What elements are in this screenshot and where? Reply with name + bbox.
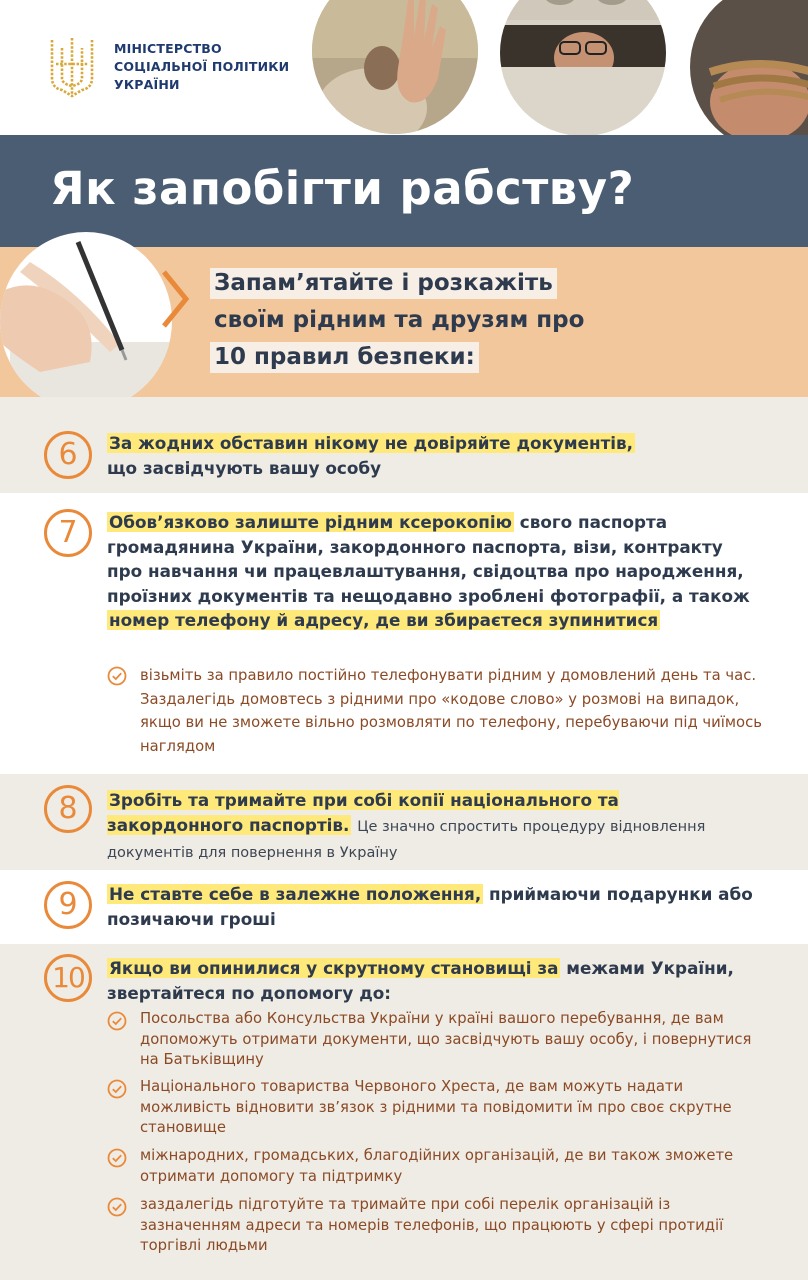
rule-8-text [107,788,757,866]
rule-8-highlight: Зробіть та тримайте при собі копії національного та закордонного паспортів. [107,790,619,835]
rule-6-rest: що засвідчують вашу особу [107,457,382,478]
rule-10-text [107,956,757,1005]
rule-10-bullet-2-text: Національного товариства Червоного Хреста, де вам можуть надати можливість відновити зв’язок з рідними та повідомити їм про своє скрутне становище [140,1078,732,1136]
rule-7-highlight-1: Обов’язково залиште рідним ксерокопію [109,512,512,532]
rule-10-bullet-4-text: заздалегідь підготуйте та тримайте при собі перелік організацій із зазначенням адреси та номерів телефонів, що працюють у сфері протидії торгівлі людьми [140,1196,724,1254]
rule-10-bullet-3-text: міжнародних, громадських, благодійних організацій, де ви також зможете отримати допомогу та підтримку [140,1147,734,1185]
rule-9-rest: приймаючи подарунки або позичаючи гроші [107,884,753,929]
rule-number-8: 8 [44,785,92,833]
photo-tied-hands [690,0,808,135]
rule-6-text [107,431,757,480]
ministry-name [114,40,289,94]
chevron-right-icon [160,268,190,330]
check-circle-icon [107,1011,127,1031]
ministry-line-3: УКРАЇНИ [114,77,180,92]
rule-8-rest: Це значно спростить процедуру відновлення документів для повернення в Україну [107,818,706,861]
rule-number-9: 9 [44,881,92,929]
rule-number-7: 7 [44,509,92,557]
rule-7-bullet-text: візьміть за правило постійно телефонувати рідним у домовлений день та час. Заздалегідь домовтесь з рідними про «кодове слово» у розмові на випадок, якщо ви не зможете вільно розмовляти по телефону, перебуваючи під чиїмось наглядом [140,667,762,755]
rule-number-6: 6 [44,431,92,479]
rule-7-highlight-2: номер телефону й адресу, де ви збираєтеся зупинитися [109,610,659,630]
rule-6-highlight: За жодних обставин нікому не довіряйте документів, [109,433,634,453]
check-circle-icon [107,666,127,686]
rule-9-highlight: Не ставте себе в залежне положення, [109,884,482,904]
check-circle-icon [107,1079,127,1099]
trident-icon [48,34,96,100]
rule-number-10: 10 [44,954,92,1002]
intro-line-2: своїм рідним та друзям про [214,307,585,333]
rule-10-rest: межами України, звертайтеся по допомогу до: [107,958,734,1003]
photo-writing-hand [0,232,172,410]
rule-7-text [107,510,757,633]
photo-stop-hand [312,0,478,134]
photo-woman-behind-boards [500,0,666,135]
intro-line-1: Запам’ятайте і розкажіть [210,268,557,299]
ministry-line-2: СОЦІАЛЬНОЇ ПОЛІТИКИ [114,59,290,74]
rule-9-text [107,882,757,931]
page-title: Як запобігти рабству? [50,162,635,215]
check-circle-icon [107,1197,127,1217]
ministry-line-1: МІНІСТЕРСТВО [114,41,222,56]
rule-10-highlight: Якщо ви опинилися у скрутному становищі за [109,958,559,978]
check-circle-icon [107,1148,127,1168]
intro-line-3: 10 правил безпеки: [210,342,479,373]
rule-10-bullet-1-text: Посольства або Консульства України у країні вашого перебування, де вам допоможуть отримати документи, що засвідчують вашу особу, і повернутися на Батьківщину [140,1010,752,1068]
header [0,0,808,135]
rule-7-middle: свого паспорта громадянина України, закордонного паспорта, візи, контракту про навчання чи працевлаштування, свідоцтва про народження, проїзних документів та нещодавно зроблені фотографії, а також [107,512,750,606]
